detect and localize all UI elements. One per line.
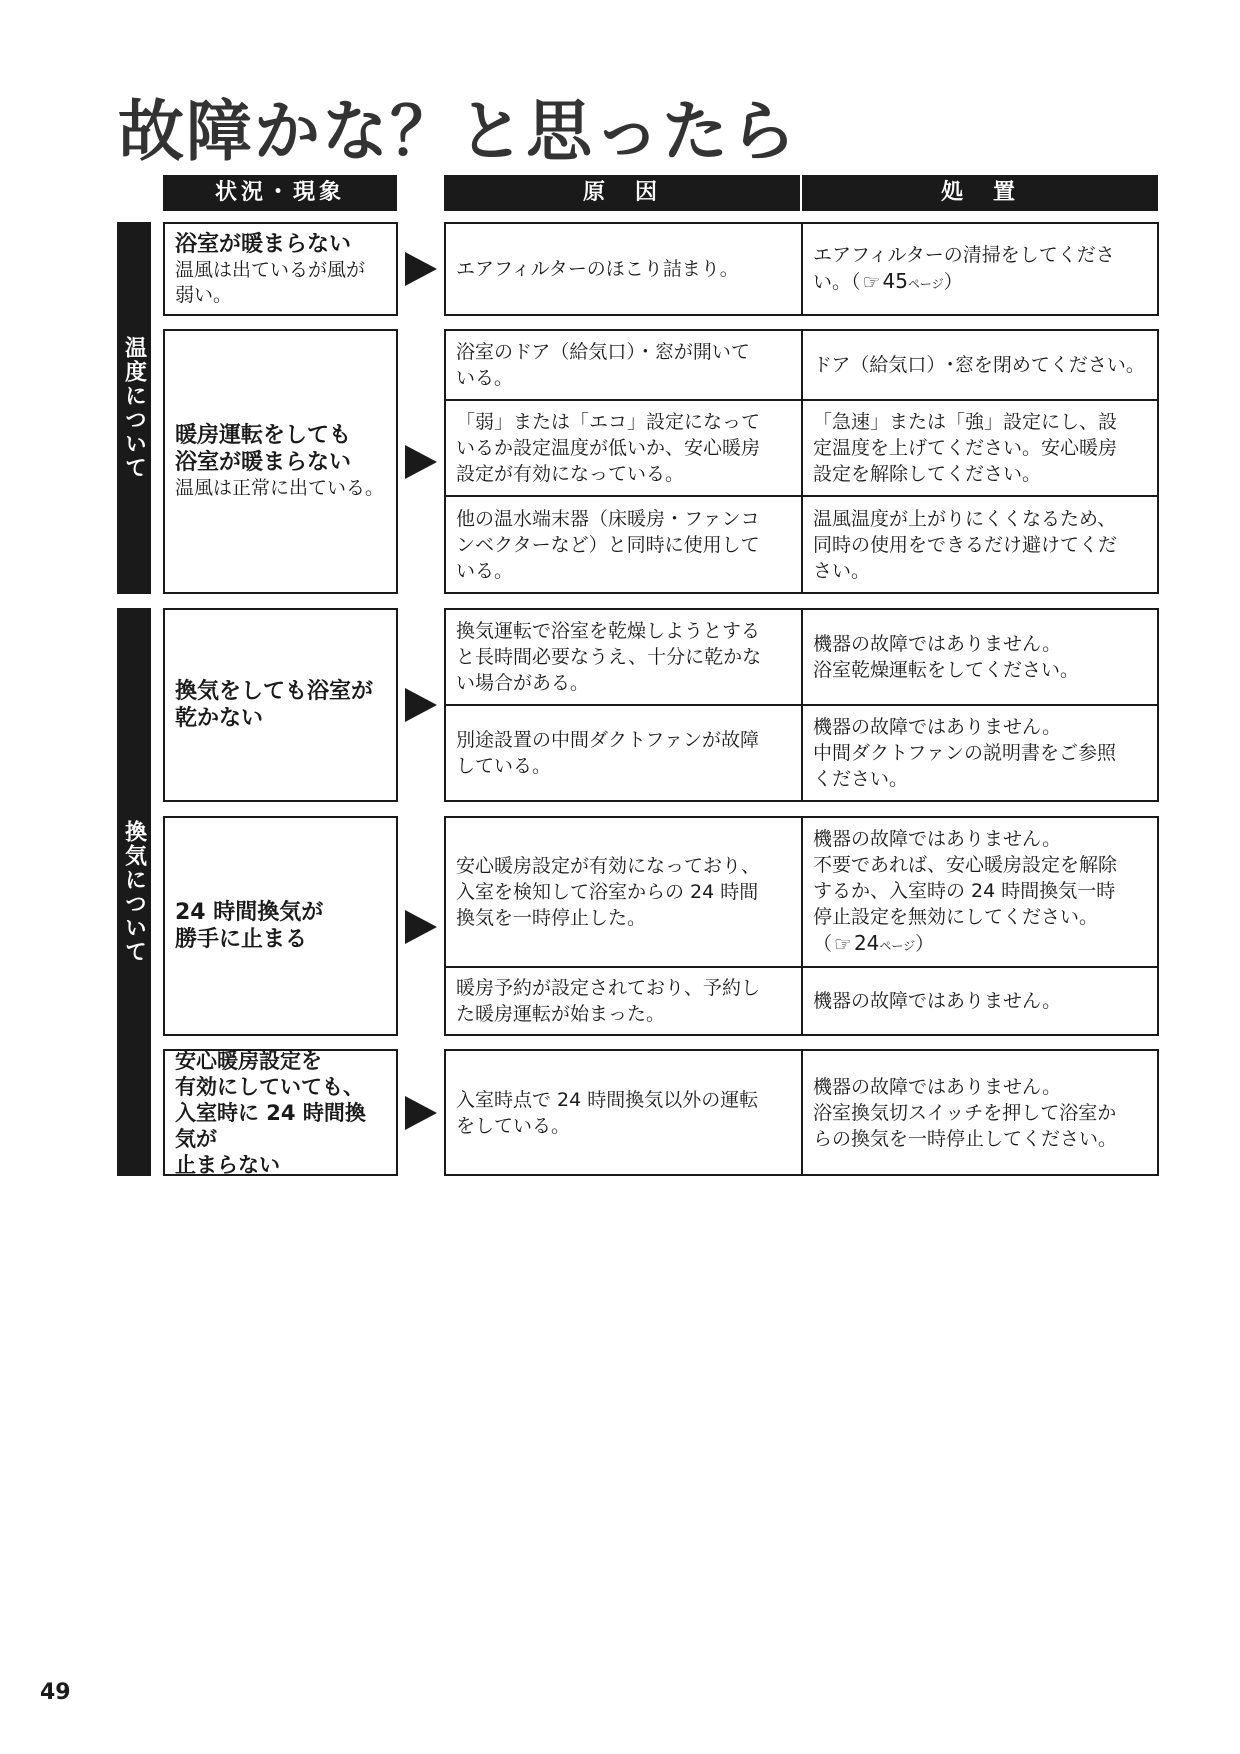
- cause-cell: [444, 329, 803, 401]
- remedy-ref: [813, 930, 1147, 959]
- cause-cell: [444, 399, 803, 497]
- cause-cell: [444, 495, 803, 594]
- page-number: 49: [40, 1680, 71, 1705]
- cause-text: 暖房予約が設定されており、予約し た暖房運転が始まった。: [456, 977, 761, 1025]
- symptom-detail: 温風は出ているが風が 弱い。: [175, 258, 366, 306]
- remedy-cell: [801, 495, 1159, 594]
- remedy-text: ドア（給気口）･窓を閉めてください。: [813, 354, 1145, 376]
- remedy-text: 機器の故障ではありません。 浴室乾燥運転をしてください。: [813, 633, 1080, 681]
- remedy-text: 機器の故障ではありません。 浴室換気切スイッチを押して浴室か らの換気を一時停止してください。: [813, 1075, 1118, 1150]
- symptom-box: [163, 329, 398, 594]
- remedy-text: 機器の故障ではありません。 中間ダクトファンの説明書をご参照 ください。: [813, 716, 1117, 790]
- symptom-box: [163, 816, 398, 1036]
- remedy-text: 温風温度が上がりにくくなるため、 同時の使用をできるだけ避けてくだ さい。: [813, 507, 1118, 582]
- remedy-cell: [801, 399, 1159, 497]
- section-bar-ventilation: [117, 608, 151, 1176]
- cause-text: 別途設置の中間ダクトファンが故障 している。: [456, 729, 760, 777]
- symptom-box: [163, 222, 398, 316]
- symptom-title: 24 時間換気が 勝手に止まる: [175, 900, 324, 952]
- cause-text: 浴室のドア（給気口）・窓が開いて いる。: [456, 341, 750, 389]
- cause-cell: [444, 222, 803, 316]
- remedy-cell: [801, 1049, 1159, 1176]
- symptom-title: 換気をしても浴室が 乾かない: [175, 679, 374, 731]
- header-remedy: 処 置: [802, 175, 1158, 211]
- arrow-right-icon: [405, 910, 437, 944]
- symptom-box: [163, 1049, 398, 1176]
- cause-text: 入室時点で 24 時間換気以外の運転 をしている。: [456, 1088, 759, 1137]
- arrow-right-icon: [405, 445, 437, 479]
- cause-cell: [444, 608, 803, 706]
- symptom-title: 浴室が暖まらない: [175, 231, 352, 257]
- cause-text: 他の温水端末器（床暖房・ファンコ ンベクターなど）と同時に使用して いる。: [456, 507, 760, 582]
- remedy-text: 機器の故障ではありません。: [813, 990, 1062, 1012]
- cause-cell: [444, 1049, 803, 1176]
- remedy-cell: [801, 329, 1159, 401]
- remedy-text: [813, 242, 1147, 297]
- cause-text: 「弱」または「エコ」設定になって いるか設定温度が低いか、安心暖房 設定が有効になっている。: [456, 411, 761, 485]
- section-label-temperature: 温度について: [121, 336, 147, 480]
- symptom-title: 安心暖房設定を 有効にしていても、 入室時に 24 時間換気が 止まらない: [175, 1048, 366, 1177]
- remedy-cell: [801, 704, 1159, 802]
- remedy-text: 機器の故障ではありません。 不要であれば、安心暖房設定を解除 するか、入室時の 24 時間換気一時 停止設定を無効にしてください。: [813, 827, 1118, 928]
- ref-page-number: 24: [853, 930, 880, 955]
- arrow-right-icon: [405, 252, 437, 286]
- cause-cell: [444, 966, 803, 1036]
- header-symptom: 状況・現象: [163, 175, 397, 211]
- section-bar-temperature: [117, 222, 151, 594]
- remedy-cell: [801, 608, 1159, 706]
- ref-page-unit: ページ: [907, 276, 944, 291]
- pointing-hand-icon: ☞: [862, 269, 881, 294]
- page-title: 故障かな？と思ったら: [118, 93, 798, 170]
- symptom-title: 暖房運転をしても 浴室が暖まらない: [175, 423, 352, 475]
- ref-page-unit: ページ: [879, 938, 916, 953]
- symptom-detail: 温風は正常に出ている。: [175, 477, 385, 499]
- cause-text: 安心暖房設定が有効になっており、 入室を検知して浴室からの 24 時間 換気を一時停止した。: [456, 855, 761, 929]
- header-cause: 原 因: [444, 175, 800, 211]
- cause-text: エアフィルターのほこり詰まり。: [456, 258, 739, 280]
- cause-cell: [444, 704, 803, 802]
- remedy-text: 「急速」または「強」設定にし、設 定温度を上げてください。安心暖房 設定を解除してください。: [813, 411, 1118, 485]
- ref-open: （: [813, 932, 833, 955]
- cause-text: 換気運転で浴室を乾燥しようとする と長時間必要なうえ、十分に乾かな い場合がある。: [456, 620, 762, 694]
- remedy-main-text: エアフィルターの清掃をしてくださ い。: [813, 243, 1115, 293]
- arrow-right-icon: [405, 688, 437, 722]
- ref-close: ）: [943, 270, 963, 293]
- cause-cell: [444, 816, 803, 968]
- remedy-cell: [801, 222, 1159, 316]
- ref-open: （: [851, 270, 861, 293]
- ref-page-number: 45: [882, 268, 908, 293]
- remedy-cell: [801, 816, 1159, 968]
- arrow-right-icon: [405, 1096, 437, 1130]
- ref-close: ）: [915, 932, 935, 955]
- symptom-box: [163, 608, 398, 802]
- remedy-cell: [801, 966, 1159, 1036]
- section-label-ventilation: 換気について: [121, 820, 147, 964]
- pointing-hand-icon: ☞: [834, 931, 852, 956]
